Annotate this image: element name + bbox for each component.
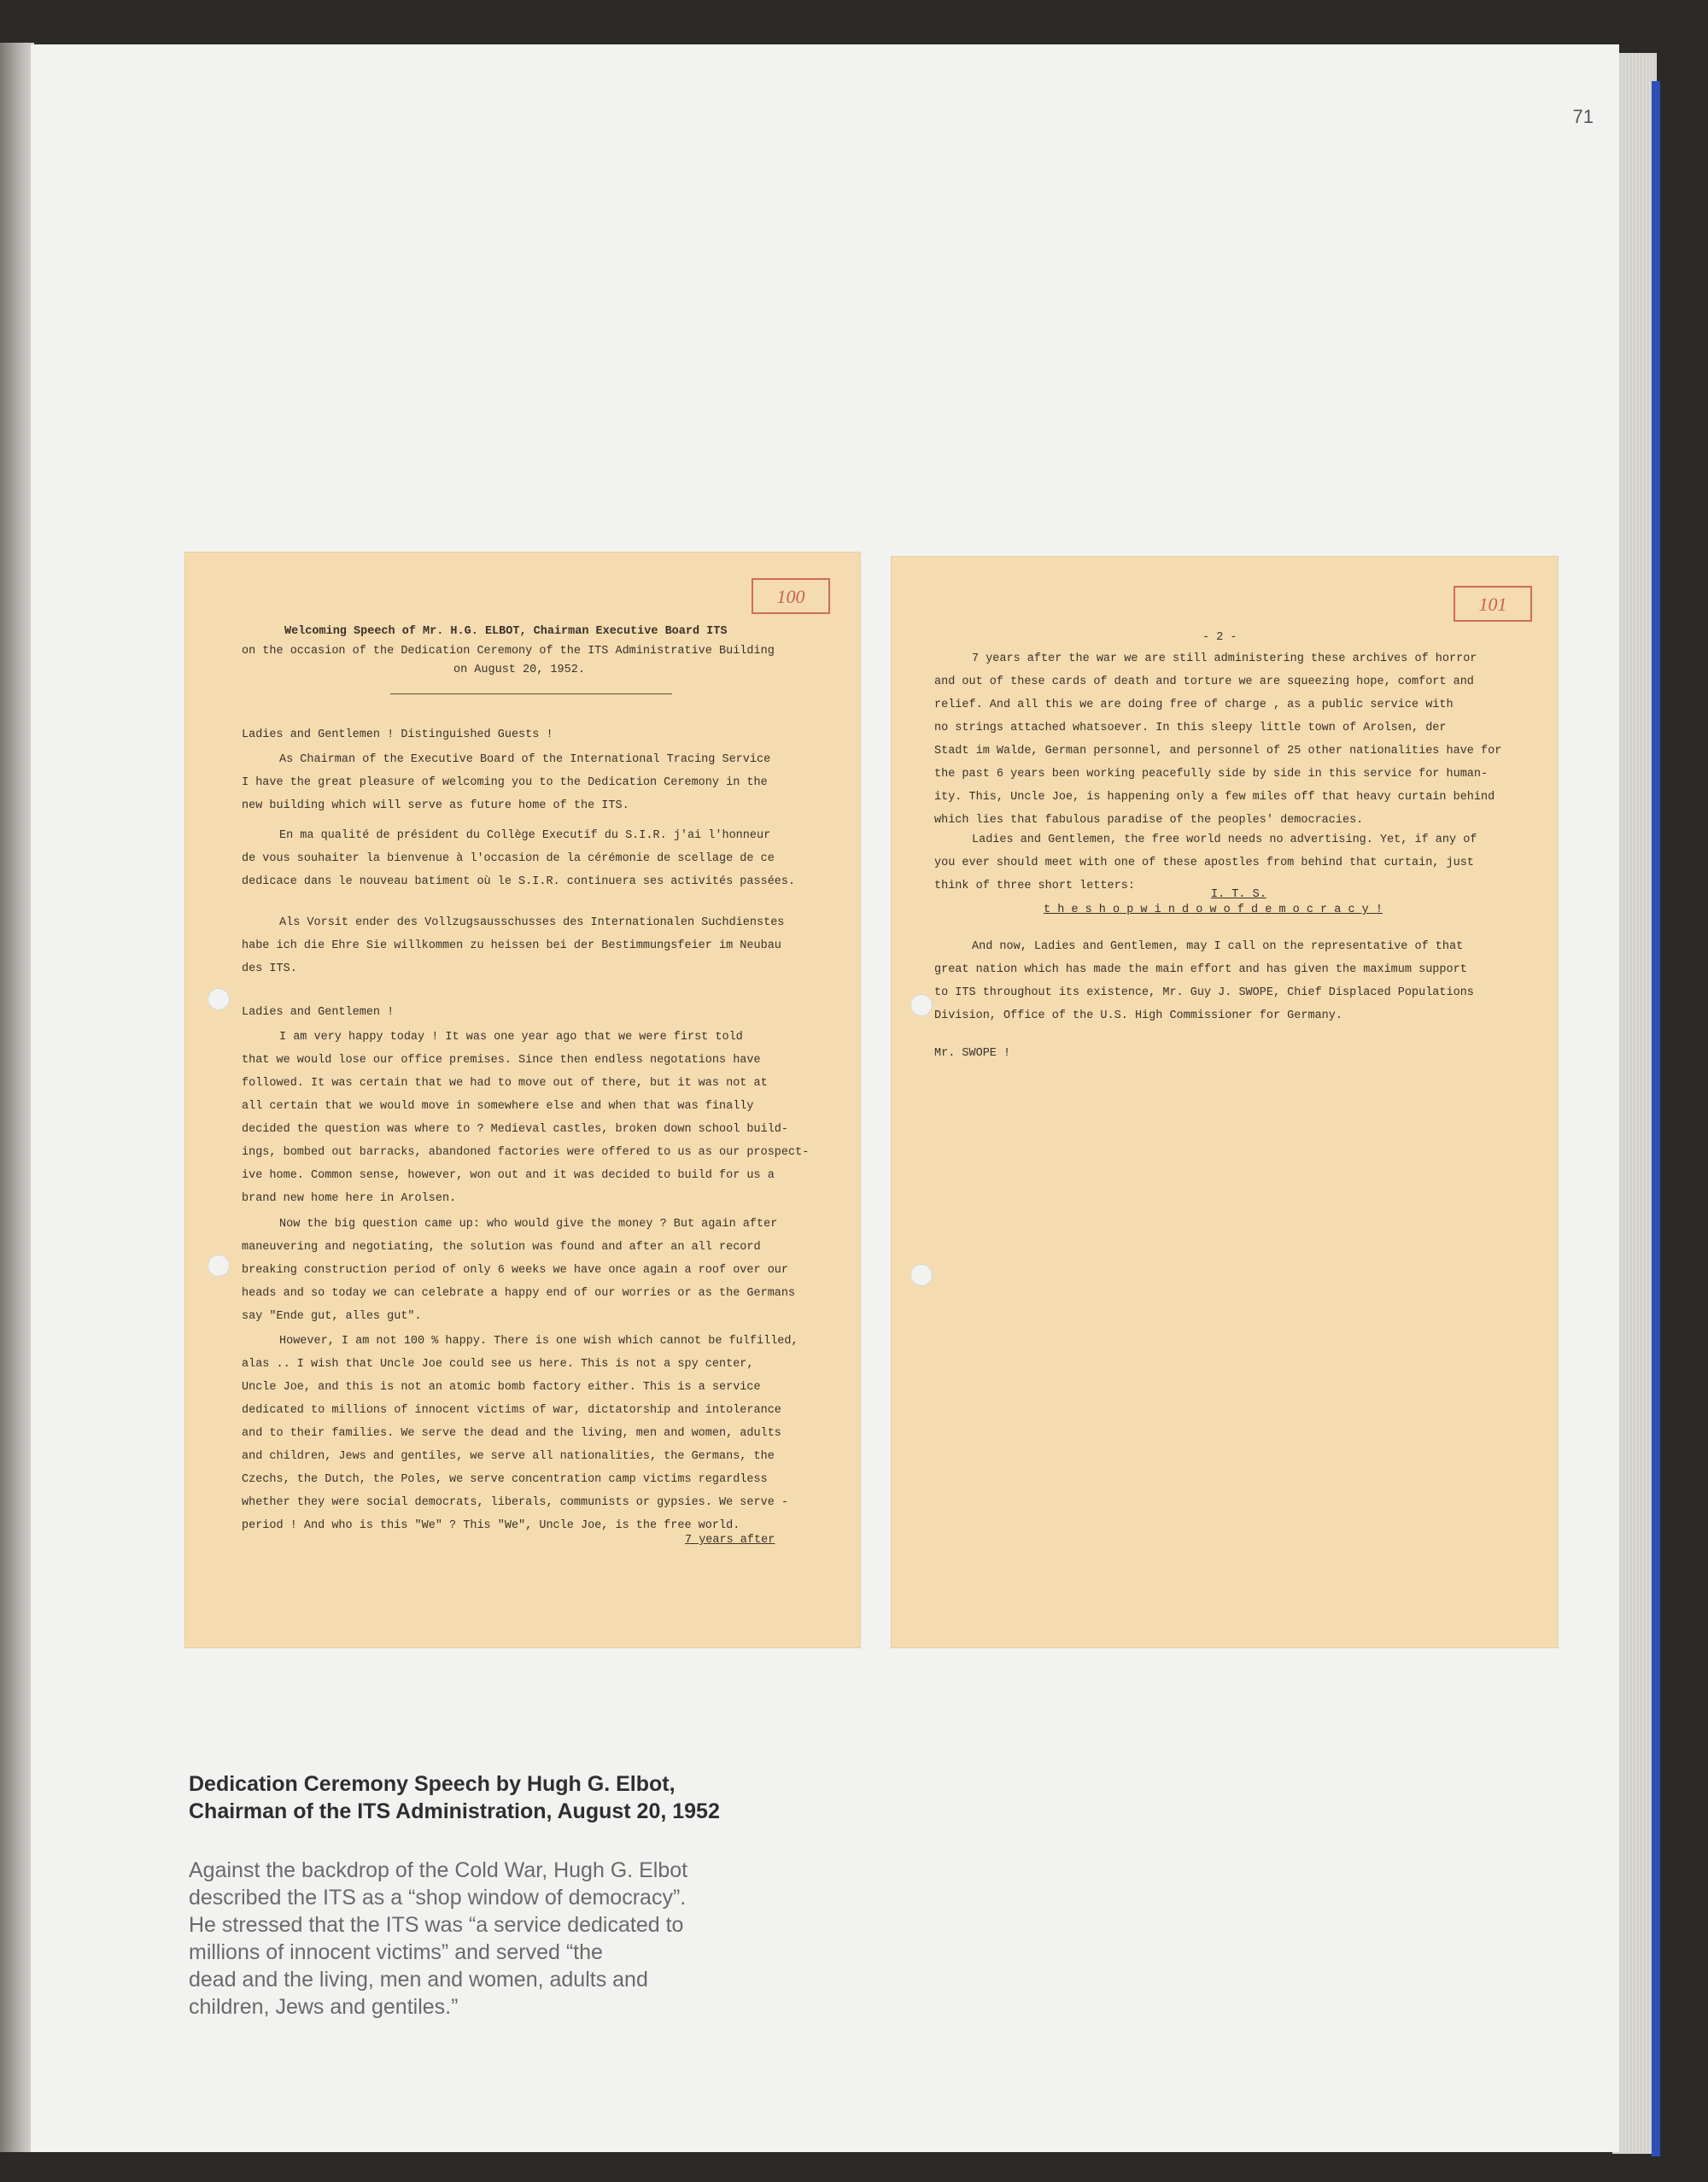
text-line: Stadt im Walde, German personnel, and personnel of 25 other nationalities have for	[934, 745, 1502, 758]
text-line: Uncle Joe, and this is not an atomic bomb factory either. This is a service	[242, 1381, 761, 1394]
text-line: des ITS.	[242, 962, 297, 975]
text-line: Now the big question came up: who would give the money ? But again after	[279, 1218, 778, 1231]
text-line: Ladies and Gentlemen, the free world needs no advertising. Yet, if any of	[972, 834, 1477, 846]
document-page-2	[892, 557, 1558, 1647]
punch-hole	[910, 1264, 933, 1286]
page-number: 71	[1572, 106, 1594, 127]
text-line: ive home. Common sense, however, won out and it was decided to build for us a	[242, 1169, 775, 1182]
its-letters: I. T. S.	[1211, 888, 1266, 901]
text-line: habe ich die Ehre Sie willkommen zu heissen bei der Bestimmungsfeier im Neubau	[242, 939, 781, 952]
paragraph-german	[242, 911, 784, 980]
text-line: and children, Jews and gentiles, we serve all nationalities, the Germans, the	[242, 1450, 775, 1463]
text-line: you ever should meet with one of these apostles from behind that curtain, just	[934, 857, 1474, 869]
text-line: brand new home here in Arolsen.	[242, 1192, 457, 1205]
text-line: heads and so today we can celebrate a happy end of our worries or as the Germans	[242, 1287, 796, 1300]
caption-line: Against the backdrop of the Cold War, Hugh G. Elbot	[189, 1858, 688, 1882]
text-line: say "Ende gut, alles gut".	[242, 1310, 422, 1323]
paragraph-happy	[242, 1026, 809, 1210]
caption-line: He stressed that the ITS was “a service dedicated to	[189, 1913, 684, 1937]
text-line: ity. This, Uncle Joe, is happening only a few miles off that heavy curtain behind	[934, 791, 1495, 804]
caption-title	[189, 1770, 872, 1825]
salutation: Ladies and Gentlemen ! Distinguished Guests !	[242, 728, 553, 741]
text-line: to ITS throughout its existence, Mr. Guy J. SWOPE, Chief Displaced Populations	[934, 986, 1474, 999]
speech-heading-occasion: on the occasion of the Dedication Ceremony of the ITS Administrative Building	[242, 645, 775, 658]
paragraph-money	[242, 1213, 795, 1328]
speech-heading: Welcoming Speech of Mr. H.G. ELBOT, Chairman Executive Board ITS	[284, 625, 728, 638]
text-line: whether they were social democrats, liberals, communists or gypsies. We serve -	[242, 1496, 789, 1509]
heading-rule	[390, 693, 672, 694]
paragraph-call	[934, 935, 1474, 1027]
speech-heading-date: on August 20, 1952.	[453, 664, 585, 676]
text-line: Czechs, the Dutch, the Poles, we serve concentration camp victims regardless	[242, 1473, 768, 1486]
text-line: followed. It was certain that we had to move out of there, but it was not at	[242, 1077, 768, 1090]
text-line: relief. And all this we are doing free of charge , as a public service with	[934, 699, 1454, 711]
text-line: ings, bombed out barracks, abandoned factories were offered to us as our prospect-	[242, 1146, 810, 1159]
text-line: and out of these cards of death and torture we are squeezing hope, comfort and	[934, 676, 1474, 688]
text-line: de vous souhaiter la bienvenue à l'occasion de la cérémonie de scellage de ce	[242, 852, 775, 865]
text-line: decided the question was where to ? Medieval castles, broken down school build-	[242, 1123, 789, 1136]
text-line: period ! And who is this "We" ? This "We", Uncle Joe, is the free world.	[242, 1519, 740, 1532]
text-line: breaking construction period of only 6 weeks we have once again a roof over our	[242, 1264, 789, 1277]
text-line: think of three short letters:	[934, 880, 1135, 892]
text-line: maneuvering and negotiating, the solution was found and after an all record	[242, 1241, 761, 1254]
punch-hole	[910, 994, 933, 1016]
text-line: Als Vorsit ender des Vollzugsausschusses des Internationalen Suchdienstes	[279, 916, 785, 929]
caption-line: millions of innocent victims” and served “the	[189, 1940, 603, 1964]
text-line: dedicated to millions of innocent victims of war, dictatorship and intolerance	[242, 1404, 781, 1417]
caption-title-line: Chairman of the ITS Administration, August 20, 1952	[189, 1799, 720, 1823]
paragraph-free-world	[934, 828, 1477, 898]
text-line: the past 6 years been working peacefully side by side in this service for human-	[934, 768, 1489, 781]
document-page-1	[185, 553, 860, 1647]
caption-line: dead and the living, men and women, adults and	[189, 1968, 648, 1992]
caption-body	[189, 1857, 872, 2021]
text-line: no strings attached whatsoever. In this sleepy little town of Arolsen, der	[934, 722, 1447, 734]
text-line: I am very happy today ! It was one year ago that we were first told	[279, 1031, 743, 1044]
text-line: However, I am not 100 % happy. There is one wish which cannot be fulfilled,	[279, 1335, 798, 1348]
salutation-2: Ladies and Gentlemen !	[242, 1006, 395, 1019]
shop-window-phrase: t h e s h o p w i n d o w o f d e m o c r a c y !	[1044, 904, 1383, 916]
paragraph-years	[934, 647, 1501, 832]
punch-hole	[208, 1255, 230, 1277]
text-line: 7 years after the war we are still administering these archives of horror	[972, 652, 1477, 665]
text-line: great nation which has made the main effort and has given the maximum support	[934, 963, 1467, 976]
archive-stamp: 101	[1454, 586, 1532, 622]
caption-line: described the ITS as a “shop window of democracy”.	[189, 1886, 687, 1910]
text-line: that we would lose our office premises. Since then endless negotations have	[242, 1054, 761, 1067]
text-line: dedicace dans le nouveau batiment où le S.I.R. continuera ses activités passées.	[242, 875, 796, 888]
catchword: 7 years after	[685, 1534, 775, 1547]
text-line: alas .. I wish that Uncle Joe could see us here. This is not a spy center,	[242, 1358, 754, 1371]
paragraph-however	[242, 1330, 798, 1537]
text-line: And now, Ladies and Gentlemen, may I call on the representative of that	[972, 940, 1464, 953]
page-marker: - 2 -	[1202, 631, 1237, 644]
text-line: all certain that we would move in somewhere else and when that was finally	[242, 1100, 754, 1113]
book-spine-edge	[0, 43, 34, 2152]
punch-hole	[208, 988, 230, 1010]
text-line: As Chairman of the Executive Board of the International Tracing Service	[279, 753, 771, 766]
text-line: and to their families. We serve the dead and the living, men and women, adults	[242, 1427, 781, 1440]
archive-stamp: 100	[752, 578, 830, 614]
text-line: which lies that fabulous paradise of the peoples' democracies.	[934, 814, 1364, 827]
closing-line: Mr. SWOPE !	[934, 1047, 1011, 1060]
caption-line: children, Jews and gentiles.”	[189, 1995, 459, 2019]
text-line: I have the great pleasure of welcoming you to the Dedication Ceremony in the	[242, 776, 768, 789]
paragraph-english	[242, 748, 770, 817]
text-line: En ma qualité de président du Collège Executif du S.I.R. j'ai l'honneur	[279, 829, 771, 842]
caption-title-line: Dedication Ceremony Speech by Hugh G. Elbot,	[189, 1772, 676, 1796]
book-cover-edge	[1652, 81, 1660, 2156]
text-line: new building which will serve as future home of the ITS.	[242, 799, 629, 812]
paragraph-french	[242, 824, 795, 893]
text-line: Division, Office of the U.S. High Commissioner for Germany.	[934, 1009, 1342, 1022]
